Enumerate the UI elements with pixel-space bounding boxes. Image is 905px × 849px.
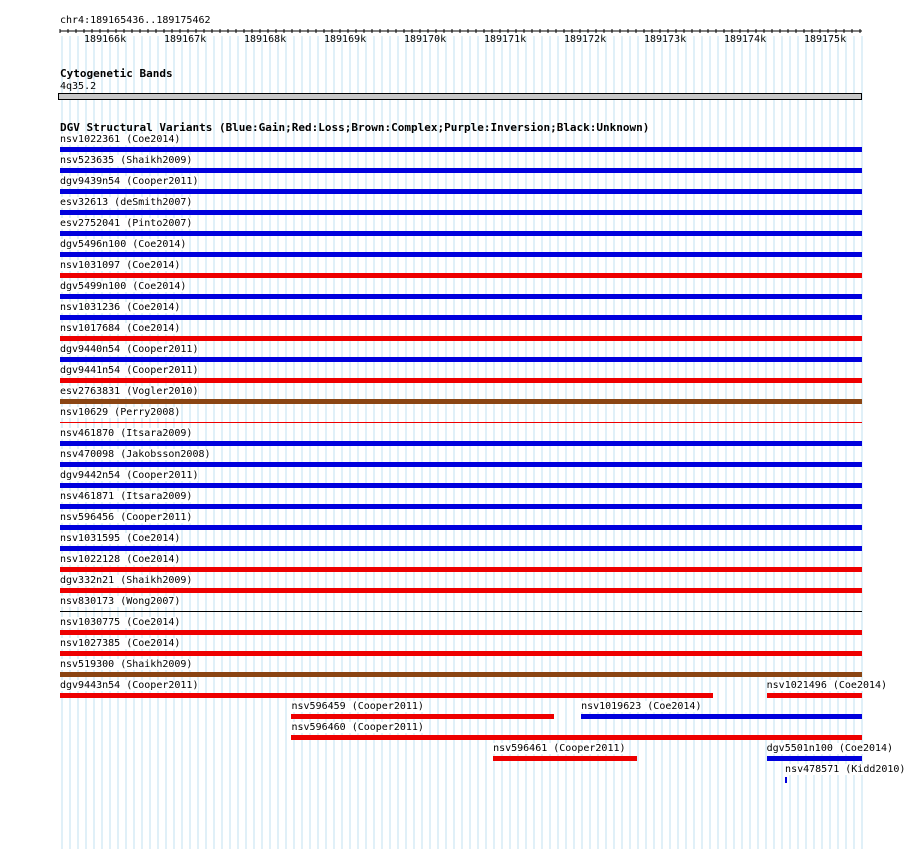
ruler-tick-label: 189171k [483,34,527,45]
variant-bar[interactable] [60,231,862,236]
variant-bar[interactable] [60,483,862,488]
variant-label[interactable]: nsv596459 (Cooper2011) [291,701,424,712]
variant-label[interactable]: nsv461871 (Itsara2009) [60,491,193,502]
variant-label[interactable]: nsv470098 (Jakobsson2008) [60,449,211,460]
variant-bar[interactable] [60,630,862,635]
variant-bar[interactable] [60,611,862,612]
variant-bar[interactable] [60,525,862,530]
variant-label[interactable]: dgv9439n54 (Cooper2011) [60,176,199,187]
variant-bar[interactable] [60,294,862,299]
variant-bar[interactable] [60,336,862,341]
variant-label[interactable]: nsv1031097 (Coe2014) [60,260,181,271]
variant-label[interactable]: nsv478571 (Kidd2010) [785,764,905,775]
ruler-tick-label: 189170k [404,34,447,45]
variant-label[interactable]: nsv10629 (Perry2008) [60,407,181,418]
variant-bar[interactable] [60,315,862,320]
variant-bar[interactable] [785,777,787,783]
variant-bar[interactable] [60,422,862,423]
variant-label[interactable]: nsv1031595 (Coe2014) [60,533,181,544]
variant-label[interactable]: dgv5501n100 (Coe2014) [766,743,894,754]
ruler-tick-label: 189174k [723,34,767,45]
variant-label[interactable]: dgv9440n54 (Cooper2011) [60,344,199,355]
ruler-tick-label: 189167k [164,34,207,45]
variant-bar[interactable] [60,189,862,194]
variant-label[interactable]: esv2752041 (Pinto2007) [60,218,193,229]
variant-bar[interactable] [60,693,713,698]
variant-bar[interactable] [60,357,862,362]
variant-label[interactable]: nsv1022128 (Coe2014) [60,554,181,565]
ruler[interactable] [58,26,864,48]
variant-label[interactable]: esv32613 (deSmith2007) [60,197,193,208]
variant-label[interactable]: nsv1022361 (Coe2014) [60,134,181,145]
variant-label[interactable]: dgv5499n100 (Coe2014) [60,281,187,292]
variant-label[interactable]: nsv596460 (Cooper2011) [291,722,424,733]
variant-label[interactable]: nsv461870 (Itsara2009) [60,428,193,439]
variant-bar[interactable] [60,546,862,551]
variant-bar[interactable] [581,714,862,719]
variant-bar[interactable] [60,504,862,509]
variant-label[interactable]: nsv1017684 (Coe2014) [60,323,181,334]
ruler-tick-label: 189166k [84,34,127,45]
variant-bar[interactable] [60,252,862,257]
variant-bar[interactable] [60,441,862,446]
ruler-tick-label: 189172k [563,34,607,45]
variant-label[interactable]: dgv332n21 (Shaikh2009) [60,575,193,586]
ruler-tick-label: 189168k [244,34,287,45]
variant-bar[interactable] [60,378,862,383]
variant-label[interactable]: esv2763831 (Vogler2010) [60,386,199,397]
variant-label[interactable]: nsv1021496 (Coe2014) [766,680,888,691]
variant-bar[interactable] [60,651,862,656]
ruler-tick-label: 189169k [324,34,367,45]
variant-label[interactable]: dgv9442n54 (Cooper2011) [60,470,199,481]
variant-bar[interactable] [60,168,862,173]
variant-bar[interactable] [291,714,553,719]
variant-label[interactable]: nsv596461 (Cooper2011) [493,743,626,754]
variant-label[interactable]: nsv1030775 (Coe2014) [60,617,181,628]
cyto-band[interactable] [58,93,862,100]
variant-bar[interactable] [767,693,862,698]
variant-label[interactable]: nsv596456 (Cooper2011) [60,512,193,523]
variant-bar[interactable] [60,273,862,278]
ruler-tick-label: 189173k [643,34,687,45]
ruler-tick-label: 189175k [803,34,847,45]
variant-bar[interactable] [60,147,862,152]
variant-label[interactable]: nsv1031236 (Coe2014) [60,302,181,313]
variant-label[interactable]: nsv1027385 (Coe2014) [60,638,181,649]
variant-label[interactable]: nsv1019623 (Coe2014) [581,701,702,712]
dgv-track-title: DGV Structural Variants (Blue:Gain;Red:Loss;Brown:Complex;Purple:Inversion;Black:Unknown) [60,121,650,134]
variant-bar[interactable] [60,672,862,677]
variant-label[interactable]: nsv523635 (Shaikh2009) [60,155,193,166]
variant-bar[interactable] [60,567,862,572]
variant-label[interactable]: dgv9441n54 (Cooper2011) [60,365,199,376]
variant-label[interactable]: dgv9443n54 (Cooper2011) [60,680,199,691]
variant-label[interactable]: nsv519300 (Shaikh2009) [60,659,193,670]
variant-bar[interactable] [767,756,862,761]
variant-label[interactable]: dgv5496n100 (Coe2014) [60,239,187,250]
ruler-position: chr4:189165436..189175462 [60,15,211,26]
variant-bar[interactable] [60,588,862,593]
variant-bar[interactable] [493,756,637,761]
variant-label[interactable]: nsv830173 (Wong2007) [60,596,181,607]
cyto-band-label: 4q35.2 [60,81,97,92]
variant-bar[interactable] [60,399,862,404]
variant-bar[interactable] [291,735,862,740]
variant-bar[interactable] [60,462,862,467]
variant-bar[interactable] [60,210,862,215]
cyto-track-title: Cytogenetic Bands [60,67,173,80]
